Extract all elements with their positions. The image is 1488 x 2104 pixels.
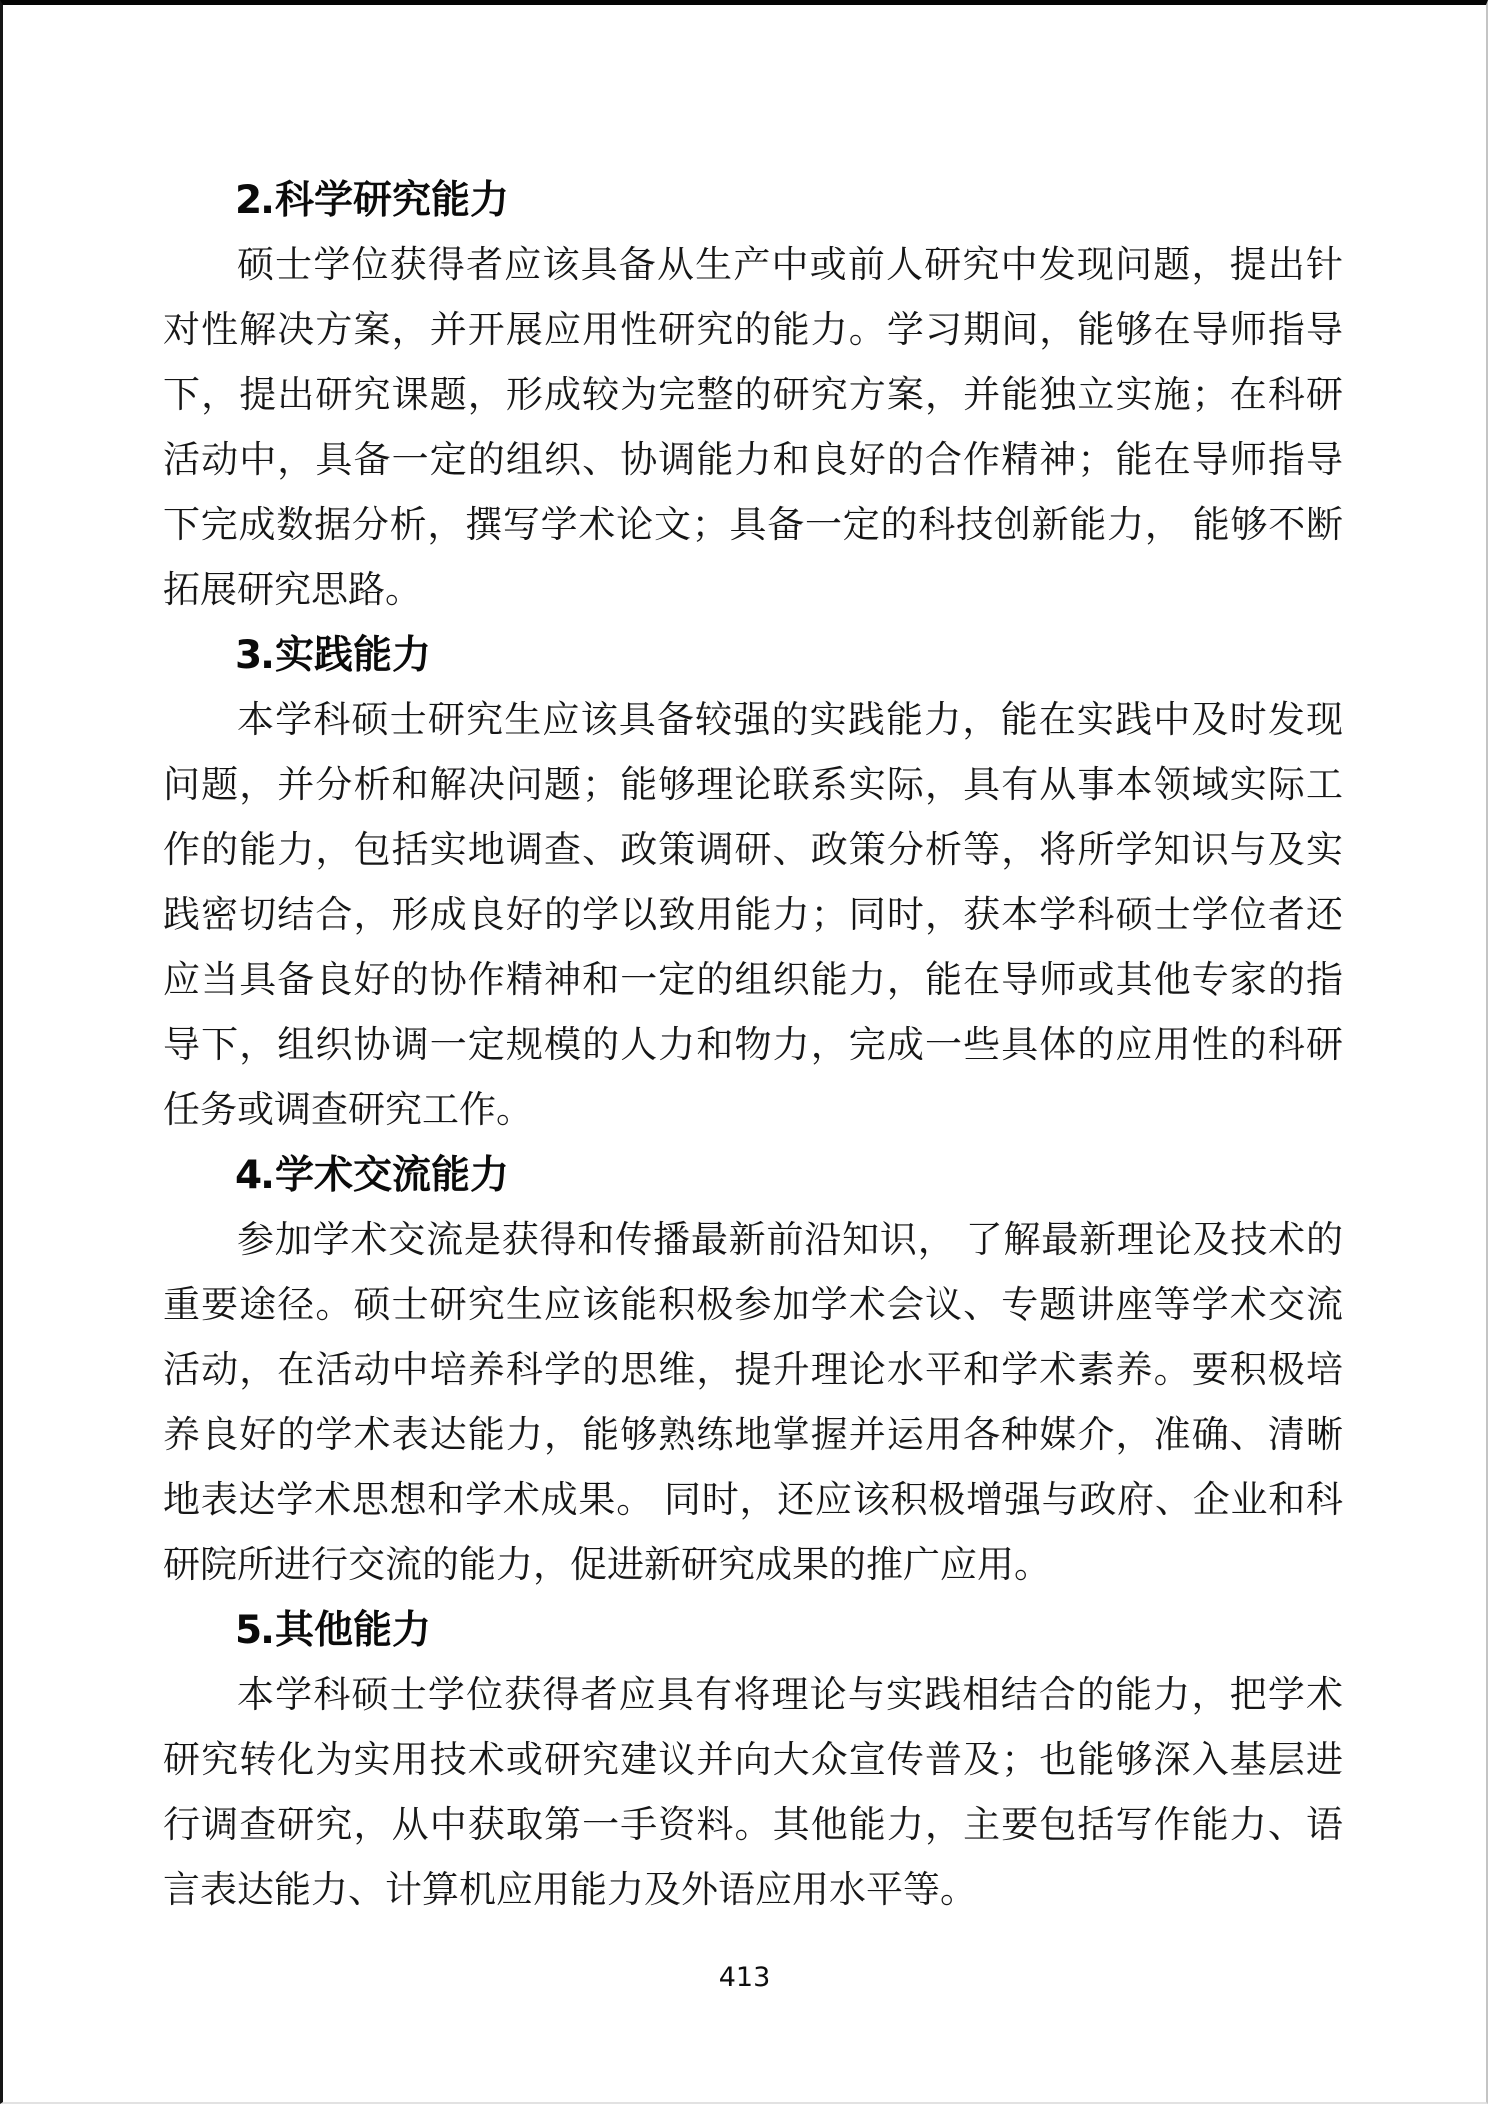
text-line: 下，提出研究课题，形成较为完整的研究方案，并能独立实施；在科研 <box>163 375 1343 416</box>
text-line: 研院所进行交流的能力，促进新研究成果的推广应用。 <box>163 1545 1051 1586</box>
text-line: 应当具备良好的协作精神和一定的组织能力，能在导师或其他专家的指 <box>163 960 1343 1001</box>
text-line: 硕士学位获得者应该具备从生产中或前人研究中发现问题，提出针 <box>237 245 1343 286</box>
text-line: 行调查研究，从中获取第一手资料。其他能力，主要包括写作能力、语 <box>163 1805 1343 1846</box>
section-number: 3. <box>235 633 273 678</box>
text-line: 参加学术交流是获得和传播最新前沿知识， 了解最新理论及技术的 <box>237 1220 1343 1261</box>
section-heading-4 <box>163 1143 1343 1208</box>
section-title: 学术交流能力 <box>274 1153 509 1198</box>
section-title: 科学研究能力 <box>274 178 509 223</box>
text-line: 本学科硕士研究生应该具备较强的实践能力，能在实践中及时发现 <box>237 700 1343 741</box>
text-line: 践密切结合，形成良好的学以致用能力；同时，获本学科硕士学位者还 <box>163 895 1343 936</box>
text-line: 拓展研究思路。 <box>163 570 422 611</box>
section-heading-5 <box>163 1598 1343 1663</box>
text-line: 重要途径。硕士研究生应该能积极参加学术会议、专题讲座等学术交流 <box>163 1285 1343 1326</box>
text-line: 养良好的学术表达能力，能够熟练地掌握并运用各种媒介，准确、清晰 <box>163 1415 1343 1456</box>
text-line: 下完成数据分析，撰写学术论文；具备一定的科技创新能力， 能够不断 <box>163 505 1343 546</box>
section-number: 2. <box>235 178 273 223</box>
section-number: 4. <box>235 1153 273 1198</box>
section-title: 其他能力 <box>274 1608 431 1653</box>
text-line: 本学科硕士学位获得者应具有将理论与实践相结合的能力，把学术 <box>237 1675 1343 1716</box>
page-number: 413 <box>718 1962 771 1993</box>
text-line: 任务或调查研究工作。 <box>163 1090 533 1131</box>
text-line: 作的能力，包括实地调查、政策调研、政策分析等，将所学知识与及实 <box>163 830 1343 871</box>
text-line: 导下，组织协调一定规模的人力和物力，完成一些具体的应用性的科研 <box>163 1025 1343 1066</box>
text-line: 活动，在活动中培养科学的思维，提升理论水平和学术素养。要积极培 <box>163 1350 1343 1391</box>
section-number: 5. <box>235 1608 273 1653</box>
text-line: 对性解决方案，并开展应用性研究的能力。学习期间，能够在导师指导 <box>163 310 1343 351</box>
section-heading-3 <box>163 623 1343 688</box>
section-title: 实践能力 <box>274 633 431 678</box>
text-line: 问题，并分析和解决问题；能够理论联系实际，具有从事本领域实际工 <box>163 765 1343 806</box>
document-content <box>163 168 1343 1923</box>
text-line: 研究转化为实用技术或研究建议并向大众宣传普及；也能够深入基层进 <box>163 1740 1343 1781</box>
text-line: 活动中，具备一定的组织、协调能力和良好的合作精神；能在导师指导 <box>163 440 1343 481</box>
section-heading-2 <box>163 168 1343 233</box>
text-line: 地表达学术思想和学术成果。 同时，还应该积极增强与政府、企业和科 <box>163 1480 1343 1521</box>
text-line: 言表达能力、计算机应用能力及外语应用水平等。 <box>163 1870 977 1911</box>
